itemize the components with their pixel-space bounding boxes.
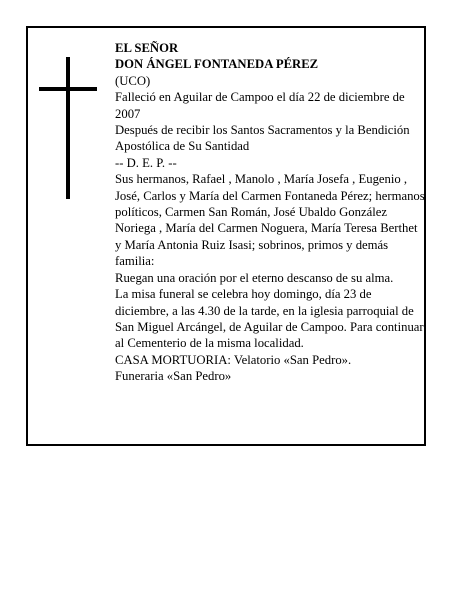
funeral-mass-info: La misa funeral se celebra hoy domingo, día 23 de diciembre, a las 4.30 de la tarde, en la iglesia parroquial de San Miguel Arcángel, de Aguilar de Campoo. Para continuar al Cementerio de la misma localidad. [115, 287, 424, 351]
deceased-name: DON ÁNGEL FONTANEDA PÉREZ [115, 57, 319, 72]
latin-cross-icon [39, 57, 97, 199]
sacraments-text: Después de recibir los Santos Sacramentos y la Bendición Apostólica de Su Santidad [115, 123, 410, 154]
funeral-home: Funeraria «San Pedro» [115, 369, 232, 384]
family-text: Sus hermanos, Rafael , Manolo , María Josefa , Eugenio , José, Carlos y María del Carmen Fontaneda Pérez; hermanos políticos, Carmen San Román, José Ubaldo González Noriega , María del Carmen Noguera, María Teresa Berthet y María Antonia Ruiz Isasi; sobrinos, primos y demás familia: [115, 172, 425, 269]
obituary-notice [26, 26, 426, 446]
death-info: Falleció en Aguilar de Campoo el día 22 de diciembre de 2007 [115, 90, 405, 121]
rip-text: -- D. E. P. -- [115, 155, 177, 170]
notice-text [115, 40, 427, 385]
mortuary-info: CASA MORTUORIA: Velatorio «San Pedro». [115, 352, 352, 367]
cross-horizontal-bar [39, 87, 97, 91]
cross-vertical-bar [66, 57, 70, 199]
affiliation: (UCO) [115, 73, 151, 88]
prayer-request: Ruegan una oración por el eterno descanso de su alma. [115, 270, 394, 285]
title-line-1: EL SEÑOR [115, 41, 179, 55]
